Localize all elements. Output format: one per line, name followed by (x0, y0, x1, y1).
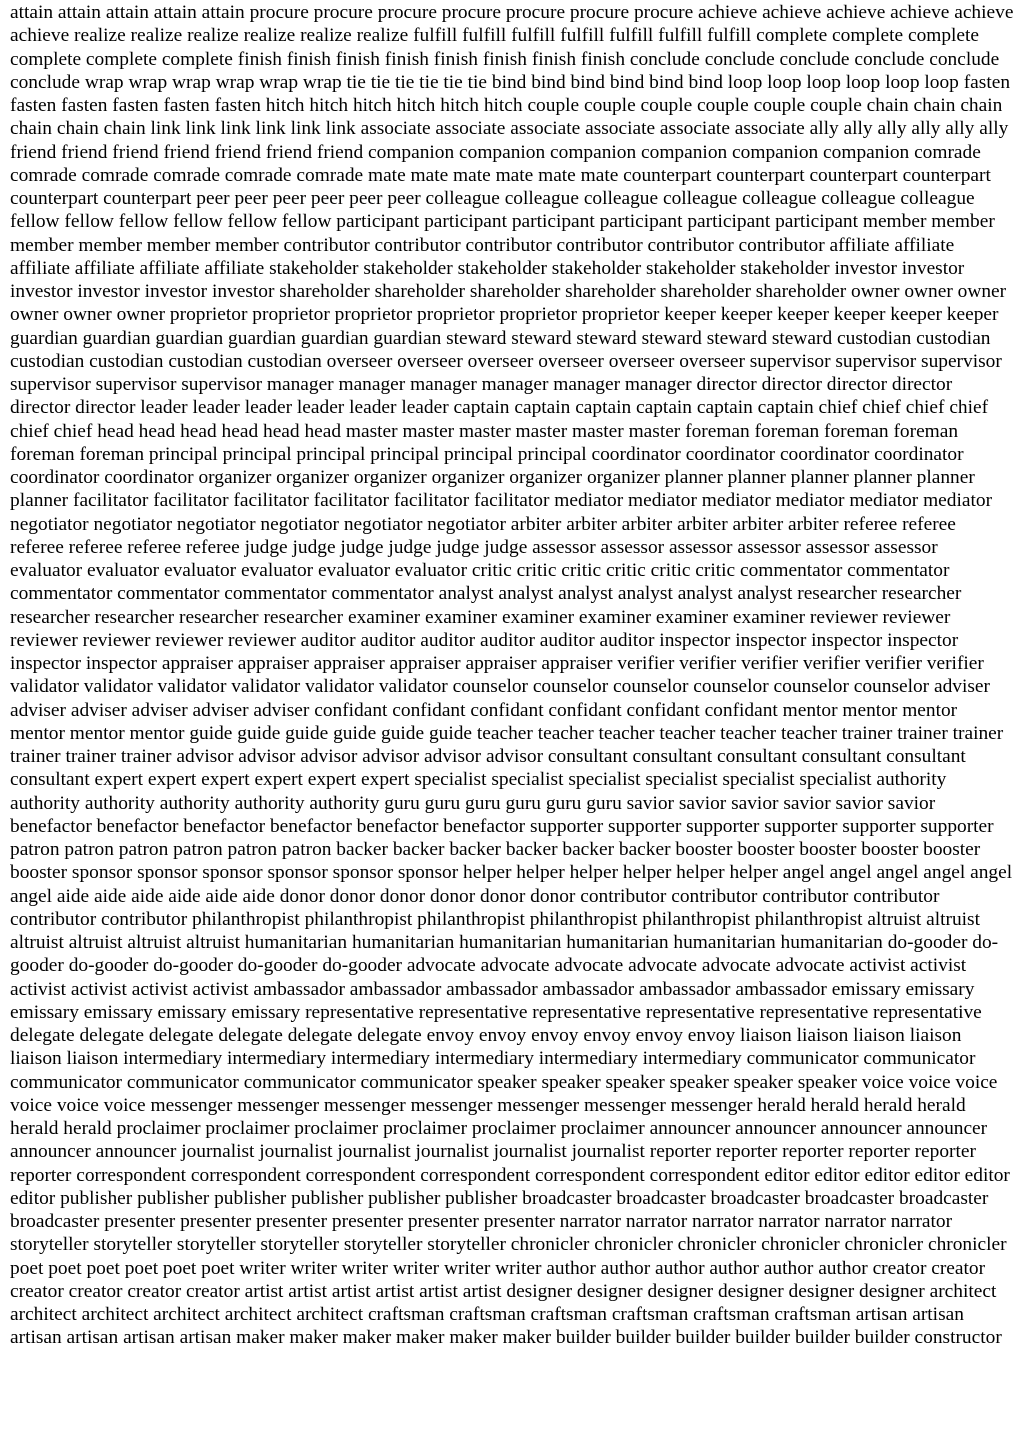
body-paragraph: attain attain attain attain attain procure procure procure procure procure procure procure achieve achieve achieve achieve achieve achieve realize realize realize realize realize realize fulfill fulfill fulfill fulfill fulfill fulfill fulfill complete complete complete complete complete complete finish finish finish finish finish finish finish finish conclude conclude conclude conclude conclude conclude wrap wrap wrap wrap wrap wrap tie tie tie tie tie tie bind bind bind bind bind bind loop loop loop loop loop loop fasten fasten fasten fasten fasten fasten hitch hitch hitch hitch hitch hitch couple couple couple couple couple couple chain chain chain chain chain chain link link link link link link associate associate associate associate associate associate ally ally ally ally ally ally friend friend friend friend friend friend friend companion companion companion companion companion companion comrade comrade comrade comrade comrade comrade mate mate mate mate mate mate counterpart counterpart counterpart counterpart counterpart counterpart peer peer peer peer peer peer colleague colleague colleague colleague colleague colleague colleague fellow fellow fellow fellow fellow fellow participant participant participant participant participant participant member member member member member member contributor contributor contributor contributor contributor contributor affiliate affiliate affiliate affiliate affiliate affiliate stakeholder stakeholder stakeholder stakeholder stakeholder stakeholder investor investor investor investor investor investor shareholder shareholder shareholder shareholder shareholder shareholder owner owner owner owner owner owner proprietor proprietor proprietor proprietor proprietor proprietor keeper keeper keeper keeper keeper keeper guardian guardian guardian guardian guardian guardian steward steward steward steward steward steward custodian custodian custodian custodian custodian custodian overseer overseer overseer overseer overseer overseer supervisor supervisor supervisor supervisor supervisor supervisor manager manager manager manager manager manager director director director director director director leader leader leader leader leader leader captain captain captain captain captain captain chief chief chief chief chief chief head head head head head head master master master master master master foreman foreman foreman foreman foreman foreman principal principal principal principal principal principal coordinator coordinator coordinator coordinator coordinator coordinator organizer organizer organizer organizer organizer organizer planner planner planner planner planner planner facilitator facilitator facilitator facilitator facilitator facilitator mediator mediator mediator mediator mediator mediator negotiator negotiator negotiator negotiator negotiator negotiator arbiter arbiter arbiter arbiter arbiter arbiter referee referee referee referee referee referee judge judge judge judge judge judge assessor assessor assessor assessor assessor assessor evaluator evaluator evaluator evaluator evaluator evaluator critic critic critic critic critic critic commentator commentator commentator commentator commentator commentator analyst analyst analyst analyst analyst analyst researcher researcher researcher researcher researcher researcher examiner examiner examiner examiner examiner examiner reviewer reviewer reviewer reviewer reviewer reviewer auditor auditor auditor auditor auditor auditor inspector inspector inspector inspector inspector inspector appraiser appraiser appraiser appraiser appraiser appraiser verifier verifier verifier verifier verifier verifier validator validator validator validator validator validator counselor counselor counselor counselor counselor counselor adviser adviser adviser adviser adviser adviser confidant confidant confidant confidant confidant confidant mentor mentor mentor mentor mentor mentor guide guide guide guide guide guide teacher teacher teacher teacher teacher teacher trainer trainer trainer trainer trainer trainer advisor advisor advisor advisor advisor advisor consultant consultant consultant consultant consultant consultant expert expert expert expert expert expert specialist specialist specialist specialist specialist specialist authority authority authority authority authority authority guru guru guru guru guru guru savior savior savior savior savior savior benefactor benefactor benefactor benefactor benefactor benefactor supporter supporter supporter supporter supporter supporter patron patron patron patron patron patron backer backer backer backer backer backer booster booster booster booster booster booster sponsor sponsor sponsor sponsor sponsor sponsor helper helper helper helper helper helper angel angel angel angel angel angel aide aide aide aide aide aide donor donor donor donor donor donor contributor contributor contributor contributor contributor contributor philanthropist philanthropist philanthropist philanthropist philanthropist philanthropist altruist altruist altruist altruist altruist altruist humanitarian humanitarian humanitarian humanitarian humanitarian humanitarian do-gooder do-gooder do-gooder do-gooder do-gooder do-gooder advocate advocate advocate advocate advocate advocate activist activist activist activist activist activist ambassador ambassador ambassador ambassador ambassador ambassador emissary emissary emissary emissary emissary emissary representative representative representative representative representative representative delegate delegate delegate delegate delegate delegate envoy envoy envoy envoy envoy envoy liaison liaison liaison liaison liaison liaison intermediary intermediary intermediary intermediary intermediary intermediary communicator communicator communicator communicator communicator communicator speaker speaker speaker speaker speaker speaker voice voice voice voice voice voice messenger messenger messenger messenger messenger messenger messenger herald herald herald herald herald herald proclaimer proclaimer proclaimer proclaimer proclaimer proclaimer announcer announcer announcer announcer announcer announcer journalist journalist journalist journalist journalist journalist reporter reporter reporter reporter reporter reporter correspondent correspondent correspondent correspondent correspondent correspondent editor editor editor editor editor editor publisher publisher publisher publisher publisher publisher broadcaster broadcaster broadcaster broadcaster broadcaster broadcaster presenter presenter presenter presenter presenter presenter narrator narrator narrator narrator narrator narrator storyteller storyteller storyteller storyteller storyteller storyteller chronicler chronicler chronicler chronicler chronicler chronicler poet poet poet poet poet poet writer writer writer writer writer writer author author author author author author creator creator creator creator creator creator artist artist artist artist artist artist designer designer designer designer designer designer architect architect architect architect architect architect craftsman craftsman craftsman craftsman craftsman craftsman artisan artisan artisan artisan artisan artisan maker maker maker maker maker maker builder builder builder builder builder builder constructor (10, 2, 1014, 1349)
